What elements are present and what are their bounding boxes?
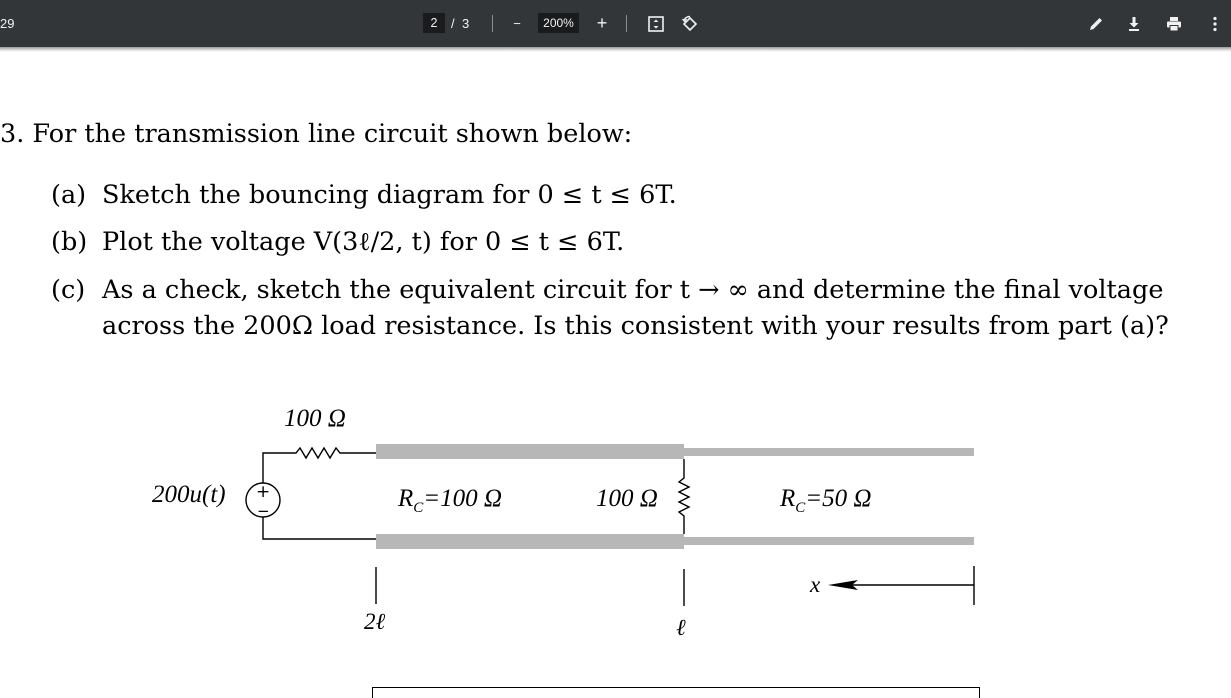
rotate-icon (681, 15, 699, 33)
line1-top-conductor (376, 444, 684, 459)
source-minus-sign: − (257, 502, 270, 520)
page-number-input[interactable]: 2 (423, 13, 445, 33)
position-l-label: ℓ (676, 615, 686, 640)
source-resistor-label: 100 Ω (284, 405, 346, 432)
part-c-label: (c) (51, 275, 86, 305)
more-options-button[interactable] (1203, 0, 1227, 47)
source-return-wire (263, 517, 376, 539)
circuit-diagram (0, 380, 1231, 692)
source-plus-sign: + (256, 482, 271, 502)
source-label: 200u(t) (152, 481, 226, 508)
shunt-resistor-label: 100 Ω (596, 485, 658, 512)
page-total: 3 (462, 16, 470, 31)
part-c-text: As a check, sketch the equivalent circuit for t → ∞ and determine the final voltage (102, 275, 1164, 305)
line2-label: $R_C=50$ Ω (780, 485, 872, 516)
zoom-level-input[interactable]: 200% (538, 13, 579, 33)
fit-page-button[interactable] (644, 0, 668, 47)
toolbar-divider (626, 15, 627, 32)
part-b-label: (b) (51, 227, 88, 257)
more-vert-icon (1206, 15, 1224, 33)
download-button[interactable] (1122, 0, 1146, 47)
fit-page-icon (647, 15, 665, 33)
position-2l-label: 2ℓ (364, 609, 386, 634)
x-axis-label: x (810, 572, 821, 597)
line2-bottom-conductor (684, 537, 974, 545)
source-resistor (263, 448, 376, 490)
zoom-in-button[interactable]: + (596, 13, 608, 33)
part-a-label: (a) (51, 180, 87, 210)
annotate-button[interactable] (1084, 0, 1108, 47)
part-a-text: Sketch the bouncing diagram for 0 ≤ t ≤ 6T. (102, 180, 677, 210)
print-icon (1165, 15, 1183, 33)
line1-label: $R_C=100$ Ω (398, 485, 502, 516)
answer-box-top (372, 687, 980, 698)
print-button[interactable] (1162, 0, 1186, 47)
line2-top-conductor (684, 448, 974, 456)
rotate-button[interactable] (678, 0, 702, 47)
document-title: 29 (0, 16, 15, 31)
page-separator: / (451, 16, 455, 31)
pen-icon (1087, 15, 1105, 33)
toolbar-divider (492, 15, 493, 32)
part-b-text: Plot the voltage V(3ℓ/2, t) for 0 ≤ t ≤ 6T. (102, 227, 625, 257)
zoom-out-button[interactable]: − (513, 16, 521, 31)
shunt-resistor (679, 459, 689, 534)
part-c-text-continued: across the 200Ω load resistance. Is this consistent with your results from part (a)? (102, 311, 1169, 341)
pdf-toolbar (0, 0, 1231, 47)
toolbar-shadow (0, 47, 1231, 52)
problem-title: 3. For the transmission line circuit shown below: (0, 119, 633, 149)
line1-bottom-conductor (376, 534, 684, 549)
download-icon (1125, 15, 1143, 33)
